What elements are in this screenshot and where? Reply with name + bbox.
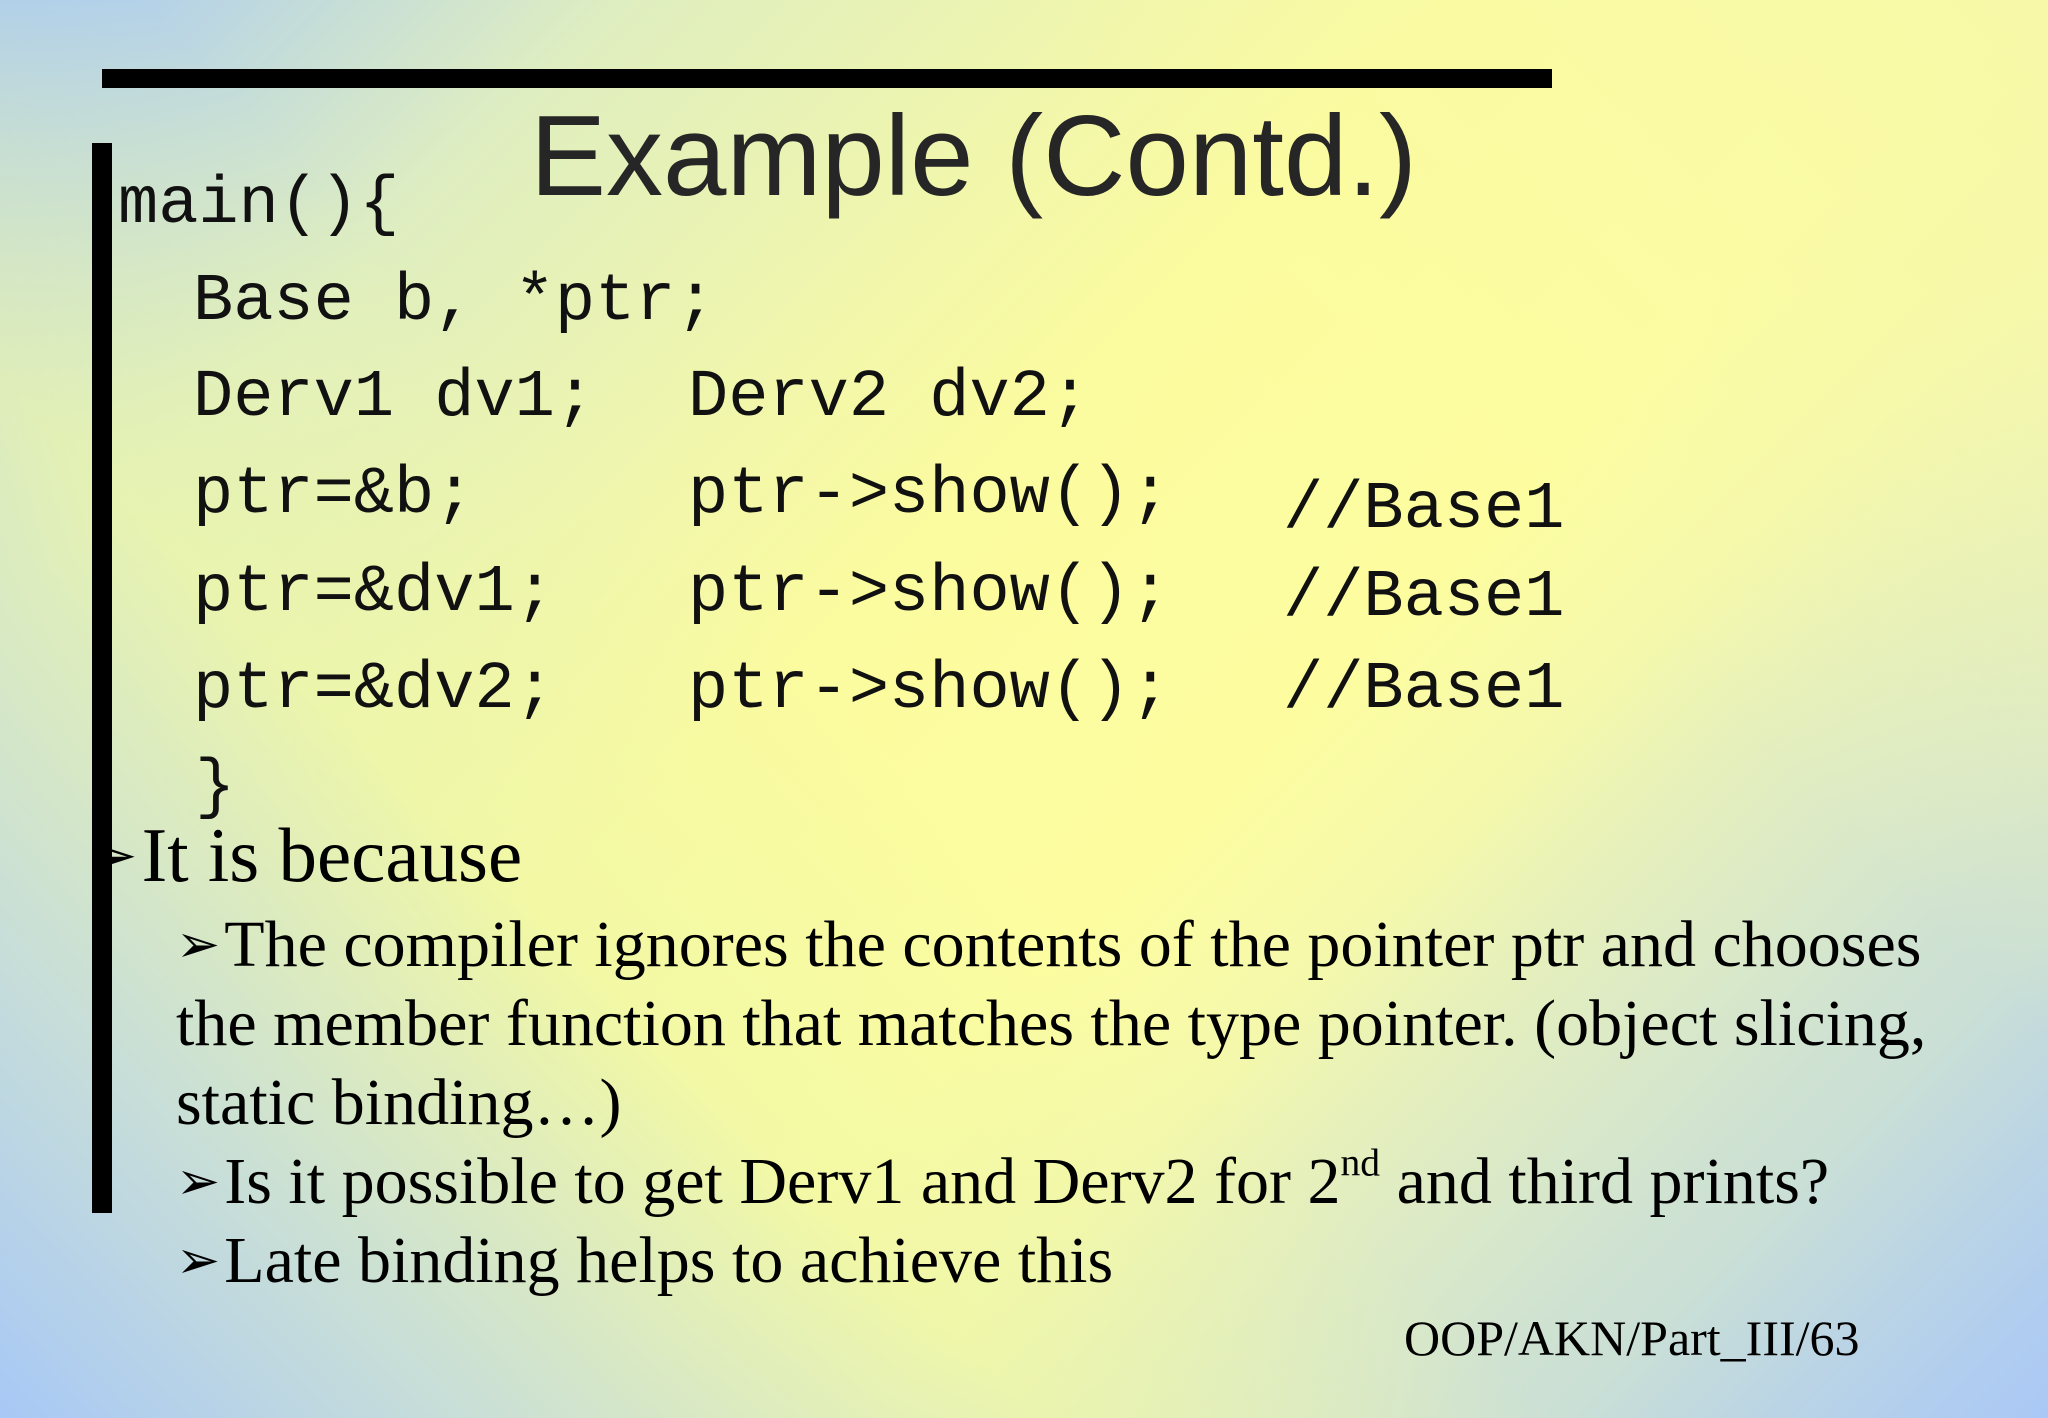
arrow-bullet-icon: ➢: [176, 1230, 221, 1292]
code-line-base-decl: Base b, *ptr;: [193, 264, 716, 340]
code-row-2-comment: //Base1: [1283, 560, 1565, 636]
code-row-3-stmt: ptr=&dv2;: [193, 652, 555, 728]
sub-bullet-question: [176, 1142, 1976, 1221]
sub-bullet-question-text-a: Is it possible to get Derv1 and Derv2 for 2: [224, 1145, 1341, 1219]
sub-bullet-question-text-b: and third prints?: [1380, 1145, 1830, 1219]
bullet-main: [86, 810, 522, 900]
sub-bullet-late-binding: [176, 1221, 1976, 1300]
code-line-derv1-decl: Derv1 dv1;: [193, 360, 596, 436]
sub-bullet-late-binding-text: Late binding helps to achieve this: [224, 1224, 1114, 1298]
bullet-main-text: It is because: [141, 812, 523, 898]
top-rule: [102, 69, 1552, 88]
slide-title: Example (Contd.): [530, 93, 1418, 220]
arrow-bullet-icon: ➢: [176, 1151, 221, 1213]
code-row-3-comment: //Base1: [1283, 652, 1565, 728]
code-row-1-comment: //Base1: [1283, 472, 1565, 548]
slide-footer: OOP/AKN/Part_III/63: [1404, 1310, 1860, 1366]
code-closing-brace: }: [195, 750, 236, 826]
code-row-1-stmt: ptr=&b;: [193, 457, 475, 533]
code-row-1-call: ptr->show();: [688, 457, 1171, 533]
arrow-bullet-icon: ➢: [176, 914, 221, 975]
code-row-2-call: ptr->show();: [688, 555, 1171, 631]
code-line-main: main(){: [118, 167, 400, 243]
sub-bullet-compiler: [176, 905, 1976, 1142]
arrow-bullet-icon: ➢: [86, 819, 138, 892]
sub-bullet-list: [176, 905, 1976, 1301]
code-row-3-call: ptr->show();: [688, 652, 1171, 728]
sub-bullet-compiler-text: The compiler ignores the contents of the pointer ptr and chooses the member function that matches the type pointer. (object slicing, static binding…): [176, 908, 1927, 1140]
left-rule: [92, 143, 112, 1213]
code-row-2-stmt: ptr=&dv1;: [193, 555, 555, 631]
ordinal-superscript: nd: [1340, 1140, 1381, 1185]
code-line-derv2-decl: Derv2 dv2;: [688, 360, 1091, 436]
